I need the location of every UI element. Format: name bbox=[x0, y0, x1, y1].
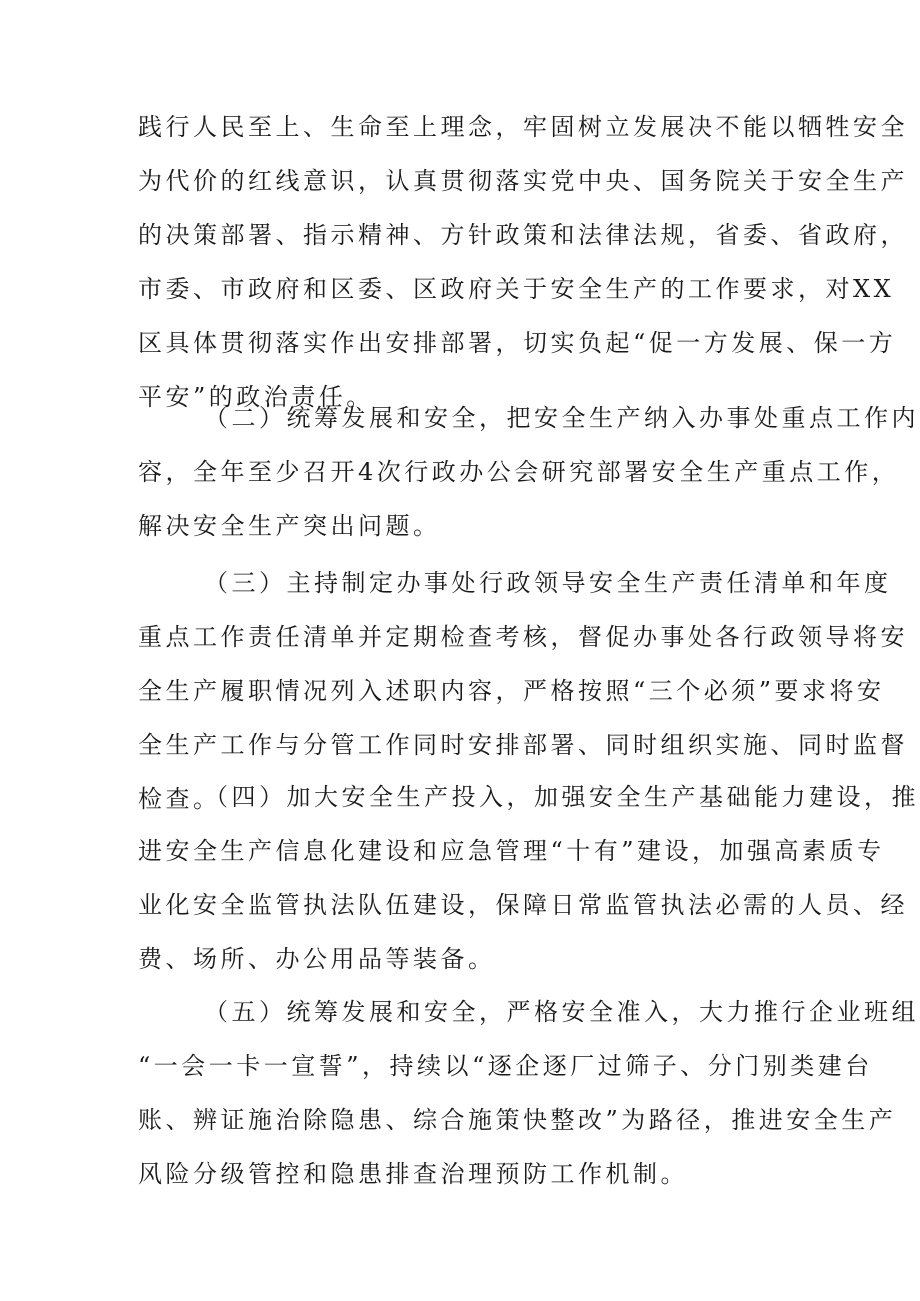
text-line: （四）加大安全生产投入，加强安全生产基础能力建设，推 bbox=[204, 783, 919, 811]
text-line: 容，全年至少召开4次行政办公会研究部署安全生产重点工作， bbox=[138, 458, 900, 486]
text-line: 重点工作责任清单并定期检查考核，督促办事处各行政领导将安 bbox=[138, 623, 908, 651]
text-line: （二）统筹发展和安全，把安全生产纳入办事处重点工作内 bbox=[204, 404, 919, 432]
text-line: 践行人民至上、生命至上理念，牢固树立发展决不能以牺牲安全 bbox=[138, 113, 908, 141]
text-line: 检查。 bbox=[138, 785, 221, 813]
text-line: “一会一卡一宣誓”，持续以“逐企逐厂过筛子、分门别类建台 bbox=[138, 1052, 873, 1080]
paragraph-1 bbox=[138, 100, 908, 424]
text-line: 市委、市政府和区委、区政府关于安全生产的工作要求，对XX bbox=[138, 275, 895, 303]
text-line: 为代价的红线意识，认真贯彻落实党中央、国务院关于安全生产 bbox=[138, 167, 908, 195]
text-line: 进安全生产信息化建设和应急管理“十有”建设，加强高素质专 bbox=[138, 837, 885, 865]
paragraph-4 bbox=[138, 770, 919, 986]
text-line: （五）统筹发展和安全，严格安全准入，大力推行企业班组 bbox=[204, 998, 919, 1026]
text-line: 全生产工作与分管工作同时安排部署、同时组织实施、同时监督 bbox=[138, 731, 908, 759]
text-line: 的决策部署、指示精神、方针政策和法律法规，省委、省政府， bbox=[138, 221, 908, 249]
text-line: 费、场所、办公用品等装备。 bbox=[138, 945, 496, 973]
text-line: 区具体贯彻落实作出安排部署，切实负起“促一方发展、保一方 bbox=[138, 329, 897, 357]
text-line: 解决安全生产突出问题。 bbox=[138, 512, 441, 540]
text-line: 风险分级管控和隐患排查治理预防工作机制。 bbox=[138, 1160, 688, 1188]
text-line: 业化安全监管执法队伍建设，保障日常监管执法必需的人员、经 bbox=[138, 891, 908, 919]
text-line: 平安”的政治责任。 bbox=[138, 383, 374, 411]
text-line: （三）主持制定办事处行政领导安全生产责任清单和年度 bbox=[204, 569, 892, 597]
text-line: 账、辨证施治除隐患、综合施策快整改”为路径，推进安全生产 bbox=[138, 1106, 897, 1134]
paragraph-5 bbox=[138, 985, 919, 1201]
paragraph-2 bbox=[138, 391, 919, 553]
text-line: 全生产履职情况列入述职内容，严格按照“三个必须”要求将安 bbox=[138, 677, 885, 705]
